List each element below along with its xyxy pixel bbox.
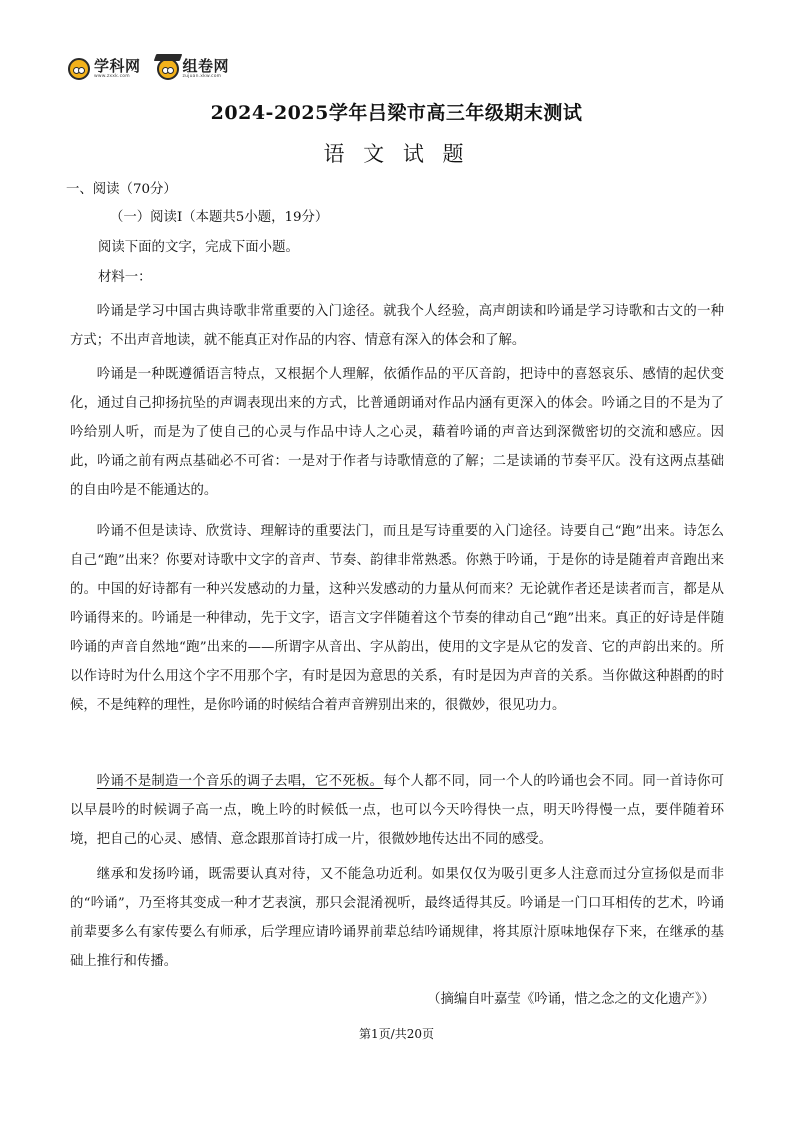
paragraph-4-text: 每个人都不同，同一个人的吟诵也会不同。同一首诗你可以早晨吟的时候调子高一点，晚上吟的时候低一点，也可以今天吟得快一点，明天吟得慢一点，要伴随着环境，把自己的心灵、感情、意念跟那首诗打成一片，很微妙地传达出不同的感受。 (70, 774, 725, 847)
instruction-text: 阅读下面的文字，完成下面小题。 (98, 240, 299, 255)
paragraph-4 (70, 767, 724, 854)
material-label: 材料一： (98, 270, 152, 285)
logo2-url: zujuan.xkw.com (182, 73, 222, 79)
exam-title: 2024-2025学年吕梁市高三年级期末测试 (210, 102, 583, 124)
subsection-heading: （一）阅读Ⅰ（本题共5小题，19分） (110, 210, 329, 225)
logo1-url: www.zxxk.com (94, 73, 130, 79)
paragraph-1 (70, 297, 724, 355)
section-heading: 一、阅读（70分） (66, 182, 177, 197)
logo-xuekewang (68, 58, 141, 80)
paragraph-1-text: 吟诵是学习中国古典诗歌非常重要的入门途径。就我个人经验，高声朗读和吟诵是学习诗歌和古文的一种方式；不出声音地读，就不能真正对作品的内容、情意有深入的体会和了解。 (70, 304, 724, 348)
logo1-name: 学科网 (94, 56, 141, 75)
exam-subtitle: 语 文 试 题 (323, 142, 470, 166)
paragraph-3-text: 吟诵不但是读诗、欣赏诗、理解诗的重要法门，而且是写诗重要的入门途径。诗要自己“跑”出来。诗怎么自己“跑”出来？你要对诗歌中文字的音声、节奏、韵律非常熟悉。你熟于吟诵，于是你的诗是随着声音跑出来的。中国的好诗都有一种兴发感动的力量，这种兴发感动的力量从何而来？无论就作者还是读者而言，都是从吟诵得来的。吟诵是一种律动，先于文字，语言文字伴随着这个节奏的律动自己“跑”出来。真正的好诗是伴随吟诵的声音自然地“跑”出来的——所谓字从音出、字从韵出，使用的文字是从它的发音、它的声韵出来的。所以作诗时为什么用这个字不用那个字，有时是因为意思的关系，有时是因为声音的关系。当你做这种斟酌的时候，不是纯粹的理性，是你吟诵的时候结合着声音辨别出来的，很微妙，很见功力。 (70, 524, 724, 713)
graduation-cap-icon (157, 58, 179, 80)
paragraph-5-text: 继承和发扬吟诵，既需要认真对待，又不能急功近利。如果仅仅为吸引更多人注意而过分宣扬似是而非的“吟诵”，乃至将其变成一种才艺表演，那只会混淆视听，最终适得其反。吟诵是一门口耳相传的艺术，吟诵前辈要多么有家传要么有师承，后学理应请吟诵界前辈总结吟诵规律，将其原汁原味地保存下来，在继承的基础上推行和传播。 (70, 867, 724, 969)
paragraph-2 (70, 360, 724, 505)
paragraph-3 (70, 517, 724, 720)
underlined-sentence: 吟诵不是制造一个音乐的调子去唱，它不死板。 (96, 774, 384, 789)
header-logos (68, 58, 229, 80)
source-citation: （摘编自叶嘉莹《吟诵，惜之念之的文化遗产》） (427, 992, 715, 1007)
owl-face-icon (68, 58, 90, 80)
paragraph-2-text: 吟诵是一种既遵循语言特点，又根据个人理解，依循作品的平仄音韵，把诗中的喜怒哀乐、感情的起伏变化，通过自己抑扬抗坠的声调表现出来的方式，比普通朗诵对作品内涵有更深入的体会。吟诵之目的不是为了吟给别人听，而是为了使自己的心灵与作品中诗人之心灵，藉着吟诵的声音达到深微密切的交流和感应。因此，吟诵之前有两点基础必不可省：一是对于作者与诗歌情意的了解；二是读诵的节奏平仄。没有这两点基础的自由吟是不能通达的。 (70, 367, 724, 498)
paragraph-5 (70, 860, 724, 976)
logo2-name: 组卷网 (182, 56, 230, 75)
page-number: 第1页/共20页 (359, 1027, 434, 1041)
logo-zujuanwang (157, 58, 230, 80)
